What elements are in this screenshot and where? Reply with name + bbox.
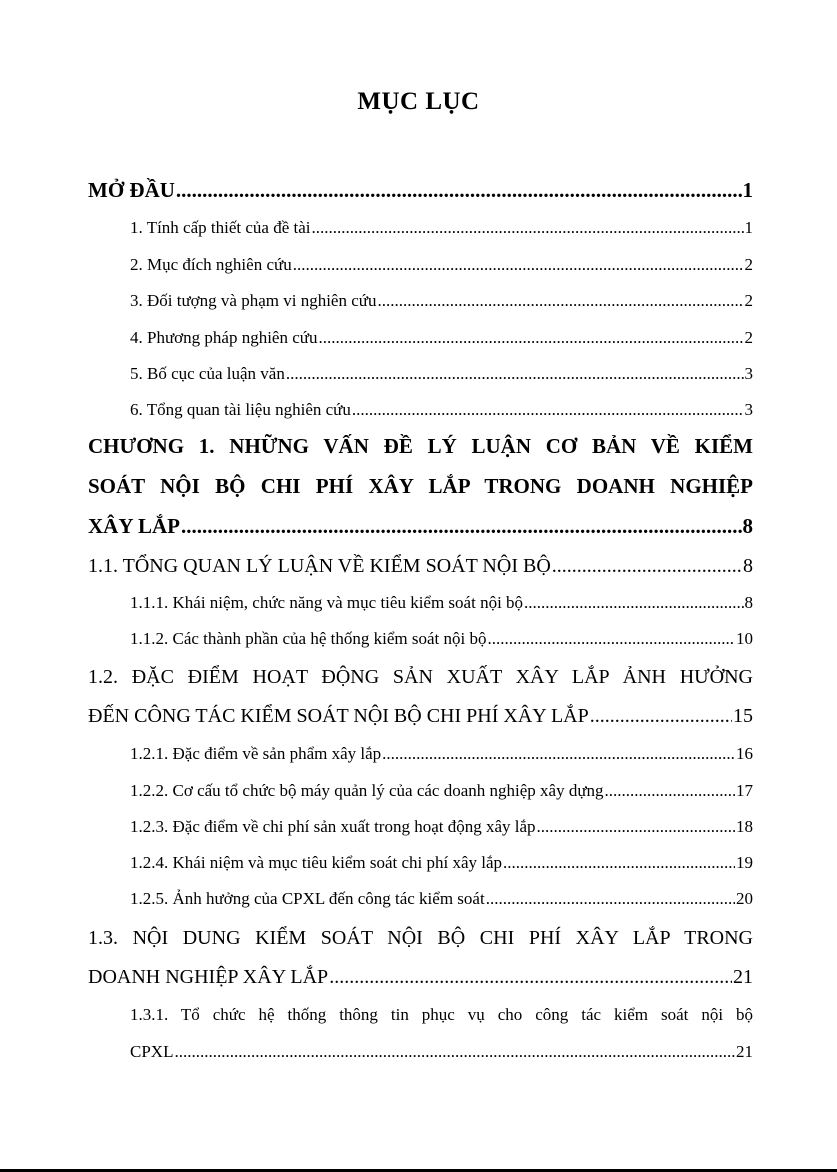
toc-entry[interactable] xyxy=(88,817,753,837)
toc-entry-title: 3. Đối tượng và phạm vi nghiên cứu xyxy=(130,291,377,310)
toc-entry[interactable] xyxy=(88,364,753,384)
dot-leader xyxy=(552,554,742,578)
toc-entry-page: 17 xyxy=(736,781,753,800)
toc-entry-line[interactable]: SOÁT NỘI BỘ CHI PHÍ XÂY LẮP TRONG DOANH NGHIỆP xyxy=(88,474,753,498)
dot-leader xyxy=(329,965,732,989)
toc-entry-page: 1 xyxy=(744,218,753,237)
toc-entry-page: 15 xyxy=(733,705,753,727)
dot-leader xyxy=(487,629,735,649)
toc-entry-title: XÂY LẮP xyxy=(88,514,180,538)
dot-leader xyxy=(503,853,735,873)
toc-entry[interactable] xyxy=(88,218,753,238)
dot-leader xyxy=(311,218,743,238)
dot-leader xyxy=(318,328,743,348)
toc-entry[interactable] xyxy=(88,291,753,311)
toc-entry-page: 16 xyxy=(736,744,753,763)
toc-entry-title: 5. Bố cục của luận văn xyxy=(130,364,285,383)
toc-entry-line[interactable]: 1.3.1. Tổ chức hệ thống thông tin phục vụ cho công tác kiểm soát nội bộ xyxy=(130,1005,753,1024)
toc-entry-page: 8 xyxy=(743,555,753,577)
toc-entry[interactable] xyxy=(88,328,753,348)
toc-entry-page: 8 xyxy=(742,514,753,538)
dot-leader xyxy=(537,817,735,837)
toc-entry-title: 4. Phương pháp nghiên cứu xyxy=(130,328,318,347)
toc-entry[interactable] xyxy=(88,781,753,801)
toc-entry-page: 2 xyxy=(744,328,753,347)
toc-entry-line[interactable]: 1.3. NỘI DUNG KIỂM SOÁT NỘI BỘ CHI PHÍ XÂY LẮP TRONG xyxy=(88,927,753,949)
toc-entry[interactable] xyxy=(88,853,753,873)
toc-entry-page: 20 xyxy=(736,889,753,908)
dot-leader xyxy=(293,255,744,275)
toc-entry-title: ĐẾN CÔNG TÁC KIỂM SOÁT NỘI BỘ CHI PHÍ XÂY LẮP xyxy=(88,705,589,727)
toc-entry-page: 19 xyxy=(736,853,753,872)
toc-entry-title: DOANH NGHIỆP XÂY LẮP xyxy=(88,966,329,988)
toc-entry-page: 1 xyxy=(742,178,753,202)
toc-entry-page: 18 xyxy=(736,817,753,836)
toc-entry-line[interactable]: CHƯƠNG 1. NHỮNG VẤN ĐỀ LÝ LUẬN CƠ BẢN VỀ KIỂM xyxy=(88,434,753,458)
toc-entry-line[interactable]: 1.2. ĐẶC ĐIỂM HOẠT ĐỘNG SẢN XUẤT XÂY LẮP ẢNH HƯỞNG xyxy=(88,666,753,688)
dot-leader xyxy=(382,744,735,764)
toc-entry[interactable] xyxy=(88,593,753,613)
toc-entry[interactable] xyxy=(88,889,753,909)
dot-leader xyxy=(176,178,742,203)
dot-leader xyxy=(286,364,744,384)
toc-entry-title: 6. Tổng quan tài liệu nghiên cứu xyxy=(130,400,351,419)
dot-leader xyxy=(605,781,735,801)
toc-entry-page: 10 xyxy=(736,629,753,648)
dot-leader xyxy=(181,514,742,539)
page-title: MỤC LỤC xyxy=(357,88,480,115)
dot-leader xyxy=(590,704,732,728)
toc-entry-title: 1.2.1. Đặc điểm về sản phẩm xây lắp xyxy=(130,744,382,763)
toc-entry-page: 3 xyxy=(744,400,753,419)
toc-entry-page: 8 xyxy=(744,593,753,612)
dot-leader xyxy=(174,1042,735,1062)
toc-entry-title: 1.2.3. Đặc điểm về chi phí sản xuất trong hoạt động xây lắp xyxy=(130,817,536,836)
toc-entry[interactable] xyxy=(88,400,753,420)
toc-entry-page: 2 xyxy=(744,291,753,310)
dot-leader xyxy=(524,593,743,613)
toc-entry-title: 1.1. TỔNG QUAN LÝ LUẬN VỀ KIỂM SOÁT NỘI BỘ xyxy=(88,555,551,577)
toc-entry-title: CPXL xyxy=(130,1042,174,1061)
toc-entry-page: 2 xyxy=(744,255,753,274)
dot-leader xyxy=(352,400,744,420)
dot-leader xyxy=(486,889,735,909)
toc-entry-page: 3 xyxy=(744,364,753,383)
toc-entry-page: 21 xyxy=(736,1042,753,1061)
toc-entry[interactable] xyxy=(88,554,753,578)
toc-entry-page: 21 xyxy=(733,966,753,988)
toc-entry[interactable] xyxy=(88,629,753,649)
toc-entry-title: MỞ ĐẦU xyxy=(88,178,175,202)
toc-entry-title: 1. Tính cấp thiết của đề tài xyxy=(130,218,311,237)
toc-entry[interactable] xyxy=(88,965,753,989)
toc-entry[interactable] xyxy=(88,1042,753,1062)
toc-entry-title: 1.1.1. Khái niệm, chức năng và mục tiêu kiểm soát nội bộ xyxy=(130,593,524,612)
toc-entry-title: 2. Mục đích nghiên cứu xyxy=(130,255,292,274)
toc-entry-title: 1.2.4. Khái niệm và mục tiêu kiểm soát chi phí xây lắp xyxy=(130,853,503,872)
toc-entry-title: 1.1.2. Các thành phần của hệ thống kiểm soát nội bộ xyxy=(130,629,487,648)
toc-entry[interactable] xyxy=(88,178,753,203)
toc-entry[interactable] xyxy=(88,255,753,275)
toc-entry[interactable] xyxy=(88,514,753,539)
toc-entry-title: 1.2.5. Ảnh hưởng của CPXL đến công tác kiểm soát xyxy=(130,889,485,908)
toc-entry[interactable] xyxy=(88,704,753,728)
toc-entry[interactable] xyxy=(88,744,753,764)
dot-leader xyxy=(378,291,744,311)
toc-entry-title: 1.2.2. Cơ cấu tổ chức bộ máy quản lý của các doanh nghiệp xây dựng xyxy=(130,781,604,800)
